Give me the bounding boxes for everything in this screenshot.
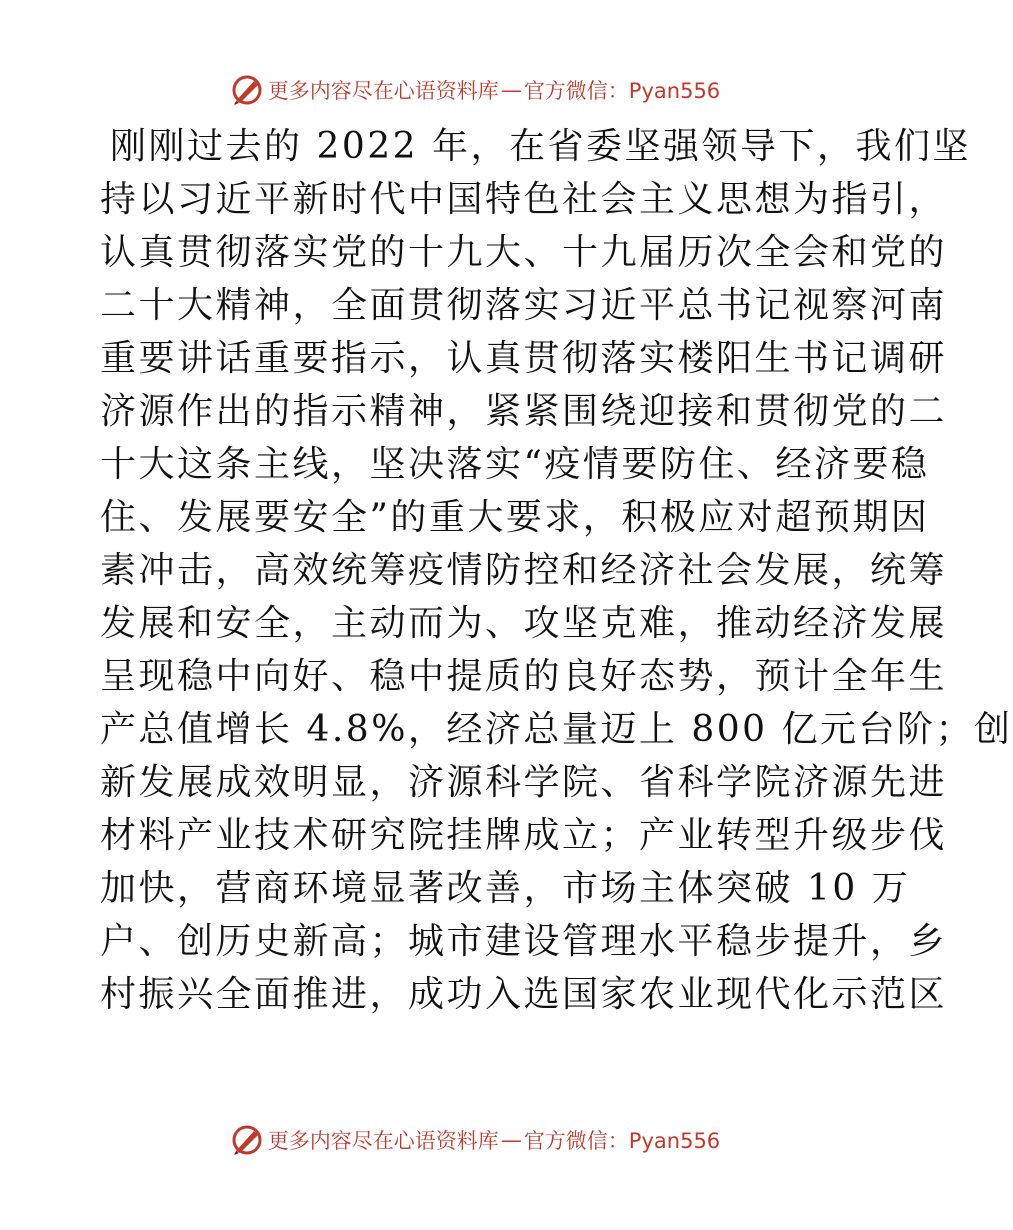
text-line: 发展和安全，主动而为、攻坚克难，推动经济发展	[100, 603, 948, 644]
pen-in-circle-logo-icon	[230, 73, 264, 107]
banner-contact: 官方微信：Pyan556	[523, 1129, 721, 1153]
text-line: 住、发展要安全”的重大要求，积极应对超预期因	[100, 497, 930, 538]
text-line: 二十大精神，全面贯彻落实习近平总书记视察河南	[100, 285, 948, 326]
text-line: 呈现稳中向好、稳中提质的良好态势，预计全年生	[100, 656, 948, 697]
text-line: 产总值增长 4.8%，经济总量迈上 800 亿元台阶；创	[100, 709, 1013, 750]
footer-watermark-banner	[0, 1120, 950, 1160]
banner-title: 更多内容尽在心语资料库	[267, 79, 499, 103]
text-line: 刚刚过去的 2022 年，在省委坚强领导下，我们坚	[110, 126, 972, 167]
banner-contact: 官方微信：Pyan556	[523, 79, 721, 103]
banner-title: 更多内容尽在心语资料库	[267, 1129, 499, 1153]
text-line: 户、创历史新高；城市建设管理水平稳步提升，乡	[100, 921, 948, 962]
text-line: 济源作出的指示精神，紧紧围绕迎接和贯彻党的二	[100, 391, 948, 432]
banner-dash: —	[500, 78, 522, 102]
text-line: 加快，营商环境显著改善，市场主体突破 10 万	[100, 868, 911, 909]
text-line: 材料产业技术研究院挂牌成立；产业转型升级步伐	[100, 815, 948, 856]
header-watermark-banner	[0, 70, 950, 110]
text-line: 村振兴全面推进，成功入选国家农业现代化示范区	[100, 974, 948, 1015]
text-line: 重要讲话重要指示，认真贯彻落实楼阳生书记调研	[100, 338, 948, 379]
text-line: 素冲击，高效统筹疫情防控和经济社会发展，统筹	[100, 550, 948, 591]
pen-in-circle-logo-icon	[230, 1123, 264, 1157]
text-line: 新发展成效明显，济源科学院、省科学院济源先进	[100, 762, 948, 803]
text-line: 认真贯彻落实党的十九大、十九届历次全会和党的	[100, 232, 948, 273]
banner-dash: —	[500, 1128, 522, 1152]
text-line: 持以习近平新时代中国特色社会主义思想为指引，	[100, 179, 948, 220]
document-body	[100, 120, 1013, 1021]
text-line: 十大这条主线，坚决落实“疫情要防住、经济要稳	[100, 444, 930, 485]
